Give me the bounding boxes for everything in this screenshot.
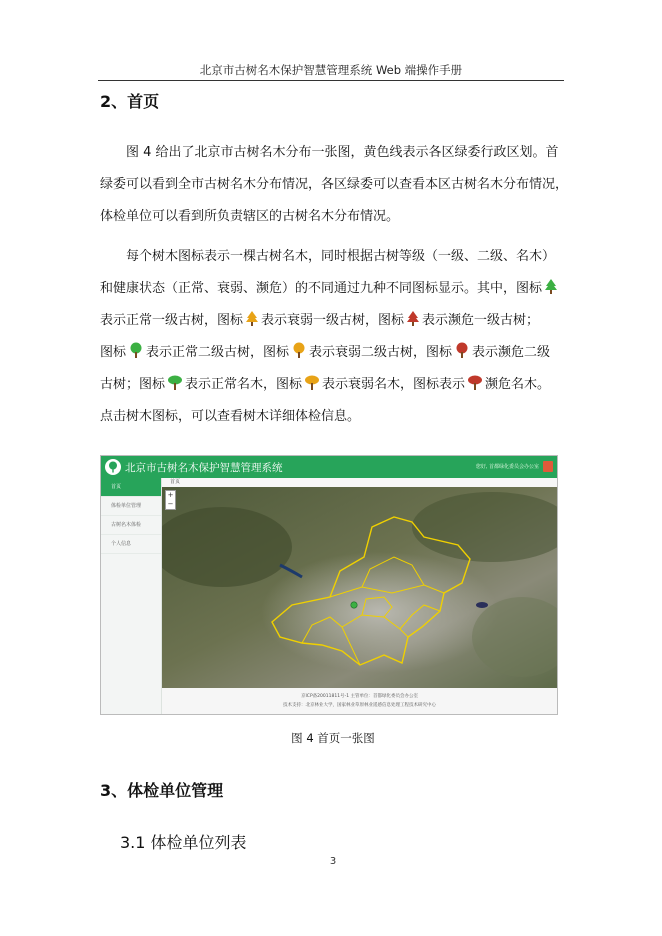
section-3-heading: 3、体检单位管理 [100, 781, 224, 800]
para2-line-1: 每个树木图标表示一棵古树名木，同时根据古树等级（一级、二级、名木） [126, 249, 556, 264]
app-footer [162, 688, 557, 714]
figure-4-screenshot [100, 455, 558, 715]
zoom-in-button[interactable]: + [167, 491, 174, 499]
tree-level1-weak-icon[interactable] [245, 310, 259, 326]
para2-line-5 [100, 369, 566, 401]
footer-line-2: 技术支持：北京林业大学，国家林业草原林业遥感信息处理工程技术研究中心 [283, 703, 436, 708]
tree-level2-weak-icon[interactable] [291, 342, 307, 358]
para2-line-6: 点击树木图标，可以查看树木详细体检信息。 [100, 409, 361, 424]
tree-level2-normal-icon[interactable] [128, 342, 144, 358]
section-3-1-heading: 3.1 体检单位列表 [120, 833, 247, 852]
tree-level1-normal-icon[interactable] [544, 278, 558, 294]
para2-line-4-d: 表示濒危二级 [472, 345, 551, 360]
page-header: 北京市古树名木保护智慧管理系统 Web 端操作手册 [199, 63, 463, 77]
para2-line-5-c: 表示衰弱名木，图标表示 [322, 377, 466, 392]
para2-line-3 [100, 305, 566, 337]
para2-line-4-a: 图标 [100, 345, 127, 360]
map-zoom-control [165, 490, 176, 510]
para2-line-2 [100, 273, 566, 305]
page-number: 3 [329, 856, 337, 867]
app-title: 北京市古树名木保护智慧管理系统 [125, 462, 283, 474]
header-rule [98, 80, 564, 81]
para1-line-3: 体检单位可以看到所负责辖区的古树名木分布情况。 [100, 209, 400, 224]
para2-line-5-d: 濒危名木。 [485, 377, 551, 392]
para2-line-5-a: 古树；图标 [100, 377, 166, 392]
tree-famous-endangered-icon[interactable] [467, 374, 483, 390]
user-greeting: 您好, 首都绿化委员会办公室 [475, 464, 539, 470]
para2-line-5-b: 表示正常名木，图标 [185, 377, 303, 392]
para1-line-2: 绿委可以看到全市古树名木分布情况，各区绿委可以查看本区古树名木分布情况， [100, 177, 569, 192]
tree-famous-normal-icon[interactable] [167, 374, 183, 390]
tree-level2-endangered-icon[interactable] [454, 342, 470, 358]
para2-line-4-c: 表示衰弱二级古树，图标 [309, 345, 453, 360]
para2-line-3-a: 表示正常一级古树，图标 [100, 313, 244, 328]
paragraph-2 [100, 241, 566, 433]
tree-famous-weak-icon[interactable] [304, 374, 320, 390]
app-header-bar [101, 456, 557, 478]
zoom-out-button[interactable]: − [167, 500, 174, 508]
tree-logo-icon [105, 459, 121, 475]
para2-line-4 [100, 337, 566, 369]
footer-line-1: 京ICP备20011811号-1 主管单位：首都绿化委员会办公室 [300, 694, 418, 699]
paragraph-1 [100, 137, 569, 233]
sidebar-item-home[interactable]: 首页 [101, 478, 161, 497]
para2-line-3-c: 表示濒危一级古树； [422, 313, 540, 328]
sidebar-item-tree-inspection[interactable]: 古树名木体检 [101, 516, 161, 535]
sidebar [101, 478, 162, 714]
tree-level1-endangered-icon[interactable] [406, 310, 420, 326]
sidebar-item-profile[interactable]: 个人信息 [101, 535, 161, 554]
logout-icon[interactable] [543, 461, 553, 472]
figure-caption: 图 4 首页一张图 [291, 731, 375, 745]
para1-line-1: 图 4 给出了北京市古树名木分布一张图，黄色线表示各区绿委行政区划。首 [126, 145, 559, 160]
sidebar-item-unit-management[interactable]: 体检单位管理 [101, 497, 161, 516]
satellite-map[interactable] [162, 487, 558, 689]
para2-line-3-b: 表示衰弱一级古树，图标 [261, 313, 405, 328]
para2-line-2-text: 和健康状态（正常、衰弱、濒危）的不同通过九种不同图标显示。其中，图标 [100, 281, 543, 296]
para2-line-4-b: 表示正常二级古树，图标 [146, 345, 290, 360]
breadcrumb[interactable]: 首页 [162, 478, 557, 488]
section-2-heading: 2、首页 [100, 92, 160, 111]
